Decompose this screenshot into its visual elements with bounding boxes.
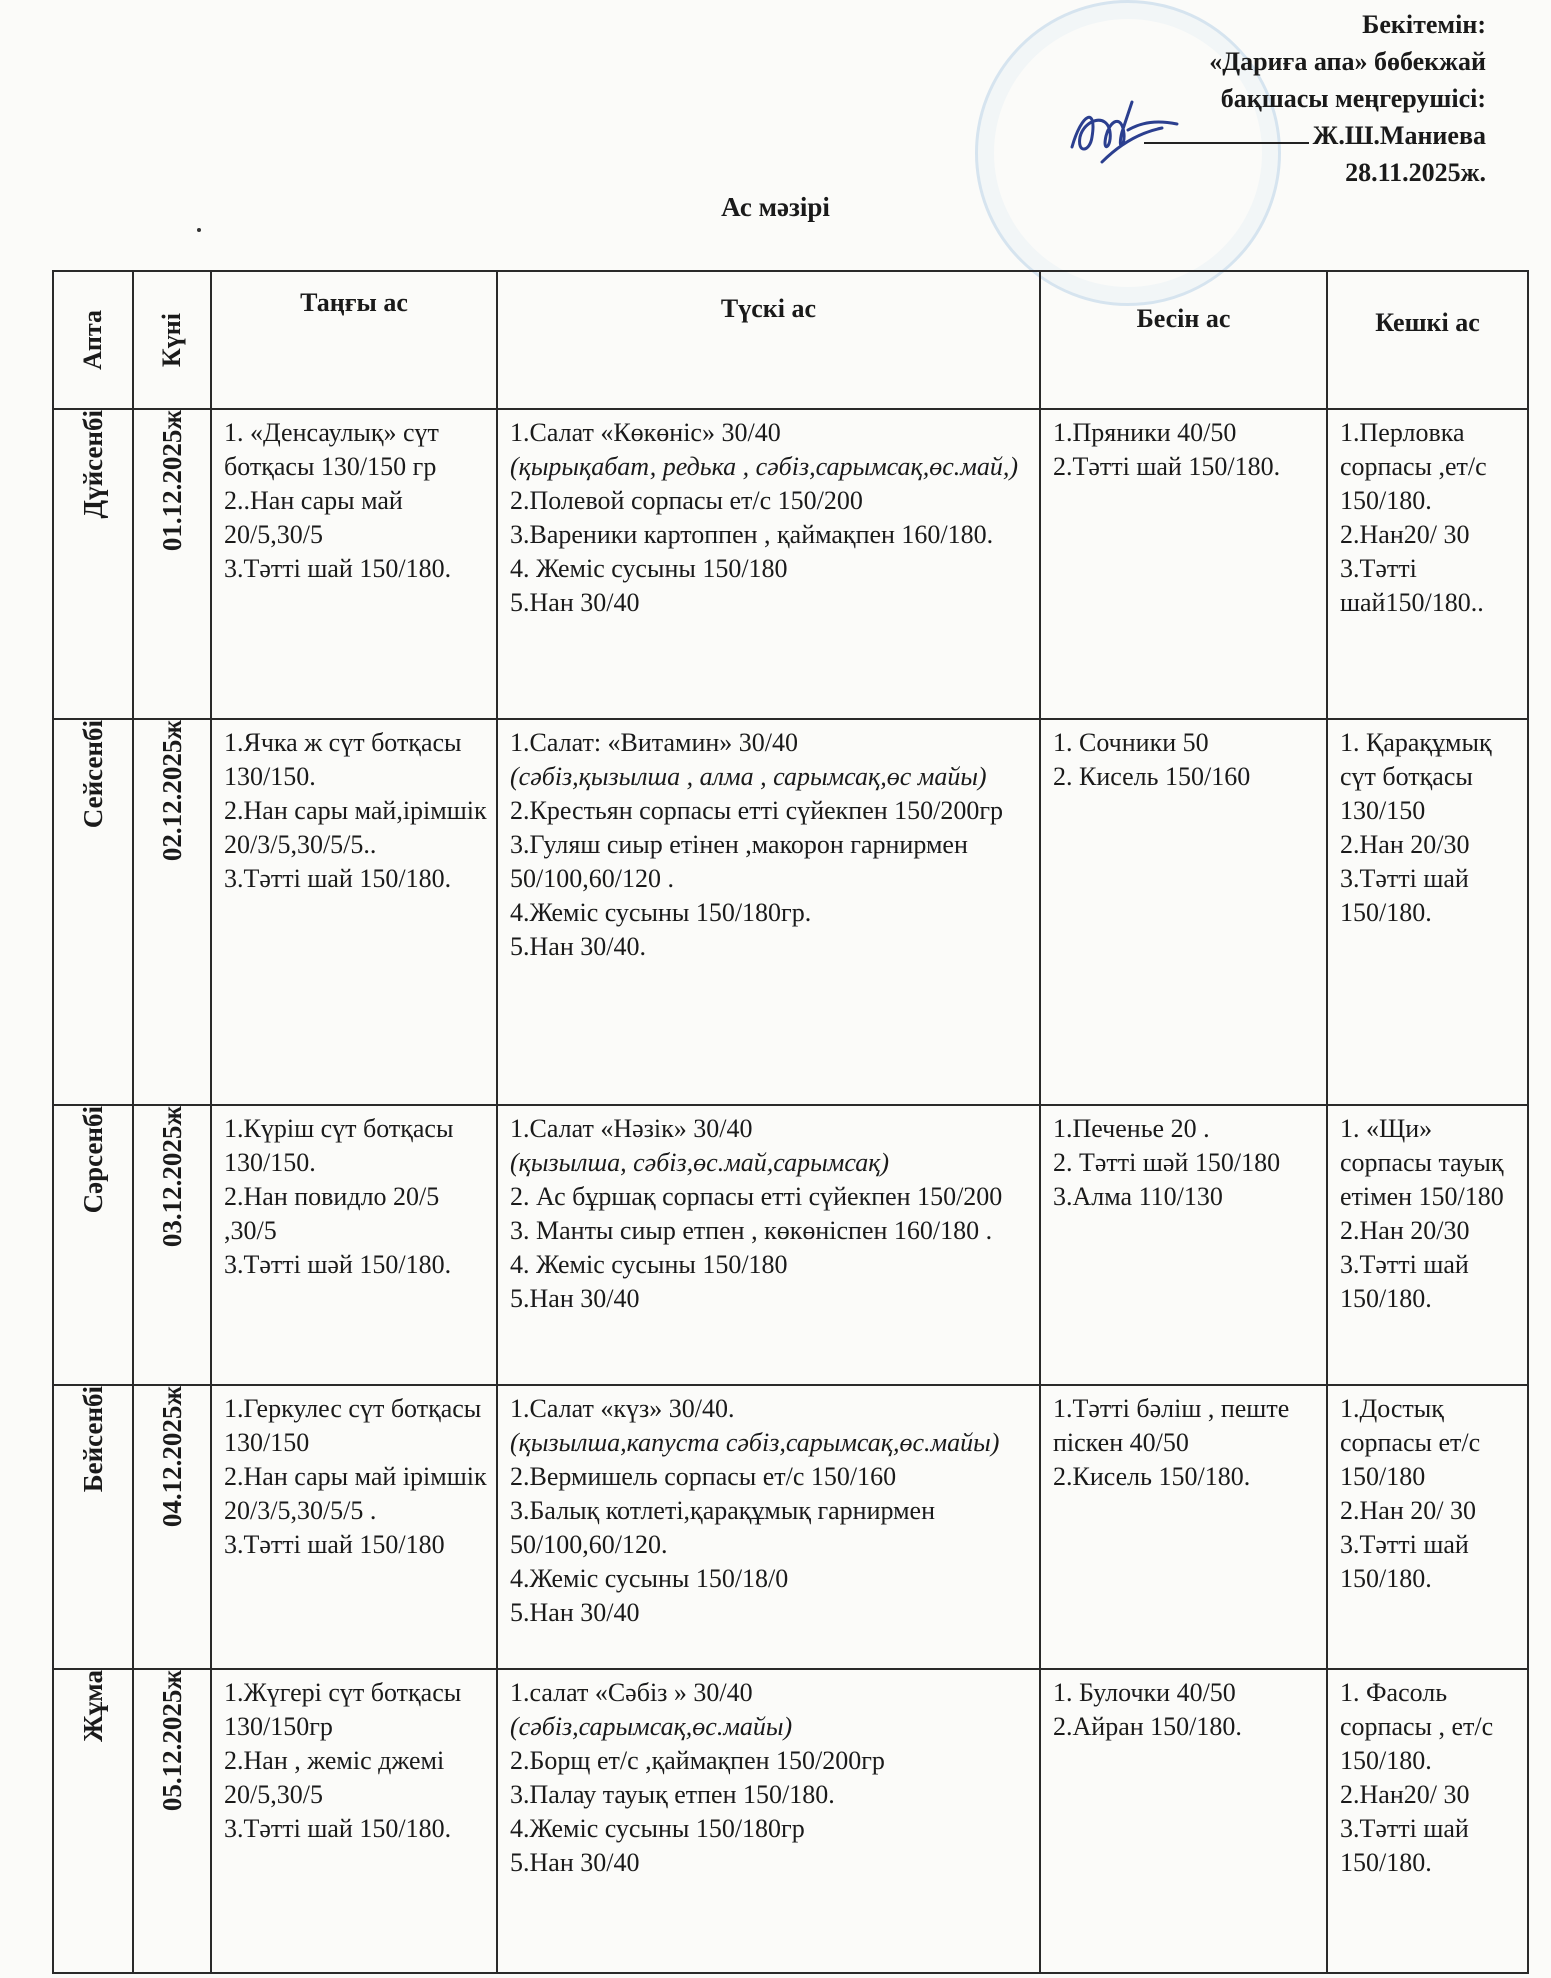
menu-item: 2.Нан сары май,ірімшік 20/3/5,30/5/5.. [224, 796, 487, 859]
menu-item: 3.Вареники картоппен , қаймақпен 160/180. [510, 520, 994, 549]
menu-item: (сәбіз,қызылша , алма , сарымсақ,өс майы) [510, 762, 987, 791]
breakfast-cell [211, 409, 497, 719]
menu-item: 1.Салат «күз» 30/40. [510, 1394, 735, 1423]
snack-cell [1040, 1669, 1327, 1973]
lunch-cell [497, 409, 1040, 719]
breakfast-cell [211, 719, 497, 1105]
menu-item: 3.Тәтті шай 150/180. [1340, 1530, 1469, 1593]
menu-item: 1. «Щи» сорпасы тауық етімен 150/180 [1340, 1114, 1504, 1211]
menu-item: 1.Перловка сорпасы ,ет/с 150/180. [1340, 418, 1487, 515]
menu-item: 2.Нан сары май ірімшік 20/3/5,30/5/5 . [224, 1462, 487, 1525]
menu-item: 1.Салат «Нәзік» 30/40 [510, 1114, 753, 1143]
dinner-cell [1327, 409, 1528, 719]
menu-item: 5.Нан 30/40 [510, 588, 640, 617]
menu-item: 2.Нан 20/ 30 [1340, 1496, 1476, 1525]
menu-item: 3.Тәтті шай 150/180. [1340, 864, 1469, 927]
menu-item: 3.Тәтті шай 150/180. [224, 864, 452, 893]
menu-item: 4.Жеміс сусыны 150/180гр [510, 1814, 805, 1843]
menu-item: 2.Крестьян сорпасы етті сүйекпен 150/200гр [510, 796, 1004, 825]
menu-item: 2. Тәтті шәй 150/180 [1053, 1148, 1281, 1177]
table-row [53, 719, 1528, 1105]
menu-item: 2. Кисель 150/160 [1053, 762, 1251, 791]
menu-item: 3.Тәтті шай 150/180. [224, 554, 452, 583]
weekday-cell: Дүйсенбі [53, 409, 133, 719]
date-cell: 04.12.2025ж [133, 1385, 211, 1669]
dinner-cell [1327, 1105, 1528, 1385]
menu-item: 3.Тәтті шай150/180.. [1340, 554, 1484, 617]
menu-item: 2.Тәтті шай 150/180. [1053, 452, 1281, 481]
menu-item: 1.Жүгері сүт ботқасы 130/150гр [224, 1678, 462, 1741]
menu-item: 1. «Денсаулық» сүт ботқасы 130/150 гр [224, 418, 439, 481]
menu-item: 1.Геркулес сүт ботқасы 130/150 [224, 1394, 482, 1457]
menu-item: 2.Кисель 150/180. [1053, 1462, 1251, 1491]
menu-table [52, 270, 1529, 1974]
menu-item: 2.Нан20/ 30 [1340, 520, 1470, 549]
menu-item: 1. Булочки 40/50 [1053, 1678, 1236, 1707]
table-row [53, 1385, 1528, 1669]
menu-item: 2.Нан , жеміс джемі 20/5,30/5 [224, 1746, 445, 1809]
menu-item: 5.Нан 30/40 [510, 1284, 640, 1313]
header-day: Күні [133, 271, 211, 409]
menu-item: 2.Нан 20/30 [1340, 1216, 1470, 1245]
menu-item: 2. Ас бұршақ сорпасы етті сүйекпен 150/200 [510, 1182, 1003, 1211]
menu-item: 1.Салат «Көкөніс» 30/40 [510, 418, 781, 447]
handwritten-signature [1062, 92, 1187, 172]
menu-item: 3. Манты сиыр етпен , көкөніспен 160/180 . [510, 1216, 993, 1245]
stray-dot [197, 228, 201, 232]
menu-item: 2..Нан сары май 20/5,30/5 [224, 486, 403, 549]
breakfast-cell [211, 1385, 497, 1669]
menu-item: 1.Күріш сүт ботқасы 130/150. [224, 1114, 454, 1177]
breakfast-cell [211, 1669, 497, 1973]
menu-body [53, 409, 1528, 1973]
date-cell: 05.12.2025ж [133, 1669, 211, 1973]
header-row [53, 271, 1528, 409]
table-row [53, 1669, 1528, 1973]
table-row [53, 1105, 1528, 1385]
menu-item: (қызылша,капуста сәбіз,сарымсақ,өс.майы) [510, 1428, 1000, 1457]
menu-item: 2.Айран 150/180. [1053, 1712, 1242, 1741]
lunch-cell [497, 1105, 1040, 1385]
lunch-cell [497, 719, 1040, 1105]
date-cell: 02.12.2025ж [133, 719, 211, 1105]
menu-item: 3.Балық котлеті,қарақұмық гарнирмен 50/100,60/120. [510, 1496, 936, 1559]
approval-heading: Бекітемін: [1362, 10, 1486, 39]
menu-item: 1.Пряники 40/50 [1053, 418, 1237, 447]
menu-item: (қызылша, сәбіз,өс.май,сарымсақ) [510, 1148, 890, 1177]
menu-item: 3.Алма 110/130 [1053, 1182, 1223, 1211]
menu-item: 5.Нан 30/40. [510, 932, 646, 961]
menu-item: 3.Гуляш сиыр етінен ,макорон гарнирмен 50/100,60/120 . [510, 830, 968, 893]
menu-item: 4.Жеміс сусыны 150/18/0 [510, 1564, 789, 1593]
weekday-cell: Сәрсенбі [53, 1105, 133, 1385]
header-lunch: Түскі ас [497, 271, 1040, 409]
menu-item: 2.Нан повидло 20/5 ,30/5 [224, 1182, 440, 1245]
date-cell: 03.12.2025ж [133, 1105, 211, 1385]
header-snack: Бесін ас [1040, 271, 1327, 409]
menu-item: 1. Фасоль сорпасы , ет/с 150/180. [1340, 1678, 1494, 1775]
approval-date: 28.11.2025ж. [1345, 158, 1486, 187]
header-dinner: Кешкі ас [1327, 271, 1528, 409]
menu-item: 3.Тәтті шай 150/180. [224, 1814, 452, 1843]
approval-block [926, 6, 1486, 191]
menu-item: 1.Достық сорпасы ет/с 150/180 [1340, 1394, 1481, 1491]
snack-cell [1040, 1105, 1327, 1385]
menu-item: 2.Полевой сорпасы ет/с 150/200 [510, 486, 863, 515]
menu-item: (сәбіз,сарымсақ,өс.майы) [510, 1712, 793, 1741]
menu-item: 2.Борщ ет/с ,қаймақпен 150/200гр [510, 1746, 885, 1775]
snack-cell [1040, 409, 1327, 719]
menu-item: 3.Палау тауық етпен 150/180. [510, 1780, 835, 1809]
menu-item: 4. Жеміс сусыны 150/180 [510, 554, 788, 583]
menu-item: 3.Тәтті шай 150/180. [1340, 1814, 1469, 1877]
snack-cell [1040, 1385, 1327, 1669]
menu-item: 3.Тәтті шай 150/180 [224, 1530, 445, 1559]
weekday-cell: Жұма [53, 1669, 133, 1973]
menu-item: 1. Сочники 50 [1053, 728, 1209, 757]
lunch-cell [497, 1669, 1040, 1973]
menu-item: 1.Ячка ж сүт ботқасы 130/150. [224, 728, 462, 791]
dinner-cell [1327, 1385, 1528, 1669]
approval-signatory [926, 117, 1486, 154]
approval-org: «Дариға апа» бөбекжай [1209, 47, 1486, 76]
snack-cell [1040, 719, 1327, 1105]
menu-item: 2.Вермишель сорпасы ет/с 150/160 [510, 1462, 897, 1491]
menu-item: 2.Нан 20/30 [1340, 830, 1470, 859]
page-title: Ас мәзірі [721, 192, 830, 222]
weekday-cell: Сейсенбі [53, 719, 133, 1105]
dinner-cell [1327, 1669, 1528, 1973]
menu-item: 2.Нан20/ 30 [1340, 1780, 1470, 1809]
menu-item: 1. Қарақұмық сүт ботқасы 130/150 [1340, 728, 1492, 825]
header-breakfast: Таңғы ас [211, 271, 497, 409]
menu-item: 5.Нан 30/40 [510, 1598, 640, 1627]
header-week: Апта [53, 271, 133, 409]
date-cell: 01.12.2025ж [133, 409, 211, 719]
weekday-cell: Бейсенбі [53, 1385, 133, 1669]
menu-item: (қырықабат, редька , сәбіз,сарымсақ,өс.май,) [510, 452, 1019, 481]
dinner-cell [1327, 719, 1528, 1105]
approval-name: Ж.Ш.Маниева [1312, 121, 1486, 150]
menu-item: 1.салат «Сәбіз » 30/40 [510, 1678, 753, 1707]
table-row [53, 409, 1528, 719]
menu-item: 3.Тәтті шәй 150/180. [224, 1250, 452, 1279]
lunch-cell [497, 1385, 1040, 1669]
menu-item: 4. Жеміс сусыны 150/180 [510, 1250, 788, 1279]
menu-item: 1.Тәтті бәліш , пеште піскен 40/50 [1053, 1394, 1290, 1457]
breakfast-cell [211, 1105, 497, 1385]
approval-position: бақшасы меңгерушісі: [1220, 84, 1486, 113]
menu-item: 1.Печенье 20 . [1053, 1114, 1210, 1143]
menu-item: 5.Нан 30/40 [510, 1848, 640, 1877]
menu-item: 3.Тәтті шай 150/180. [1340, 1250, 1469, 1313]
menu-item: 1.Салат: «Витамин» 30/40 [510, 728, 799, 757]
menu-item: 4.Жеміс сусыны 150/180гр. [510, 898, 812, 927]
